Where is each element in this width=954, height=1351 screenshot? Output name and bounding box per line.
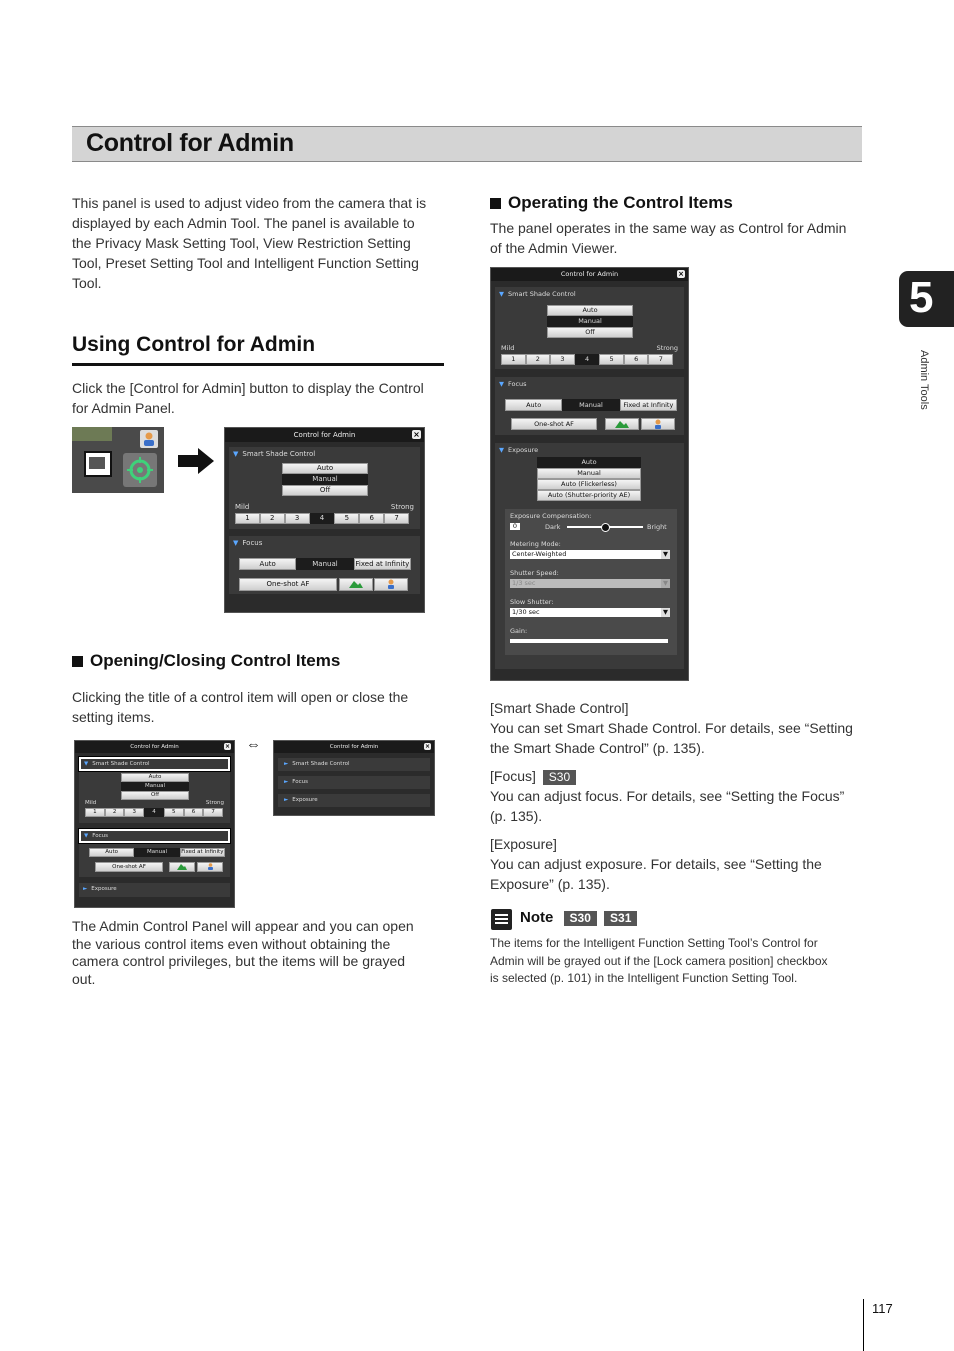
- focus-mode-buttons: [89, 848, 225, 857]
- text-line: camera control privileges, but the items will be grayed: [72, 953, 406, 969]
- manual-button[interactable]: Manual: [121, 782, 189, 791]
- close-icon[interactable]: ×: [224, 743, 231, 750]
- level-button[interactable]: 1: [235, 513, 260, 524]
- section-label: Smart Shade Control: [242, 450, 316, 458]
- triangle-down-icon: ▼: [499, 290, 504, 298]
- smart-shade-description: [490, 698, 880, 758]
- level-button[interactable]: 3: [550, 354, 575, 365]
- section-label: Smart Shade Control: [92, 761, 150, 767]
- level-button[interactable]: 2: [105, 808, 125, 817]
- square-bullet-icon: [72, 656, 83, 667]
- smart-shade-section: [495, 287, 684, 369]
- triangle-down-icon: ▼: [499, 446, 504, 454]
- panel-titlebar: [225, 428, 424, 442]
- section-title-highlighted[interactable]: [79, 757, 230, 771]
- triangle-down-icon: ▼: [84, 761, 89, 767]
- section-title[interactable]: [495, 287, 684, 301]
- text-line: You can set Smart Shade Control. For details, see “Setting: [490, 720, 853, 736]
- exposure-section: [79, 883, 230, 897]
- control-panel-screenshot-full: [490, 267, 689, 681]
- square-bullet-icon: [490, 198, 501, 209]
- panel-titlebar: [274, 741, 434, 753]
- section-title[interactable]: [495, 443, 684, 457]
- operating-paragraph: [490, 218, 870, 258]
- section-title[interactable]: [79, 883, 230, 895]
- strong-label: Strong: [205, 800, 224, 806]
- control-for-admin-button-icon[interactable]: [84, 451, 112, 477]
- section-title[interactable]: [229, 536, 420, 550]
- smart-shade-mode-buttons: [282, 463, 368, 496]
- slow-shutter-label: Slow Shutter:: [510, 598, 554, 606]
- panel-titlebar: [491, 268, 688, 281]
- section-title[interactable]: [278, 776, 430, 788]
- text-line: the Privacy Mask Setting Tool, View Restriction Setting: [72, 235, 411, 251]
- side-label-text: Admin Tools: [918, 350, 930, 410]
- text-line: is selected (p. 101) in the Intelligent Function Setting Tool.: [490, 971, 798, 985]
- video-thumbnail: [72, 427, 112, 441]
- level-button[interactable]: 2: [526, 354, 551, 365]
- text-line: The items for the Intelligent Function Setting Tool’s Control for: [490, 936, 818, 950]
- level-button[interactable]: 5: [599, 354, 624, 365]
- section-label: Exposure: [508, 446, 539, 454]
- level-button[interactable]: 5: [334, 513, 359, 524]
- gain-slider[interactable]: [510, 639, 668, 643]
- level-button[interactable]: 3: [124, 808, 144, 817]
- section-title[interactable]: [229, 447, 420, 461]
- shutter-speed-value: 1/3 sec: [512, 579, 536, 587]
- off-button[interactable]: Off: [282, 485, 368, 496]
- chapter-side-label: [918, 350, 936, 430]
- slow-shutter-value: 1/30 sec: [512, 608, 540, 616]
- level-button[interactable]: 1: [85, 808, 105, 817]
- right-arrow-icon: [178, 448, 214, 479]
- one-shot-af-button[interactable]: One-shot AF: [511, 418, 597, 430]
- level-button[interactable]: 3: [285, 513, 310, 524]
- s30-badge: S30: [543, 770, 576, 785]
- mild-label: Mild: [85, 800, 97, 806]
- section-label: Smart Shade Control: [508, 290, 576, 298]
- exposure-settings-area: [505, 509, 677, 655]
- text-line: Click the [Control for Admin] button to display the Control: [72, 380, 424, 396]
- section-label: Exposure: [292, 797, 318, 803]
- text-line: Tool.: [72, 275, 102, 291]
- shutter-speed-select[interactable]: [510, 579, 670, 588]
- section-label: Focus: [292, 779, 308, 785]
- text-line: setting items.: [72, 709, 155, 725]
- level-button[interactable]: 4: [310, 513, 335, 524]
- note-label: Note: [520, 909, 554, 926]
- focus-section: [229, 536, 420, 594]
- triangle-down-icon: ▼: [233, 539, 239, 547]
- heading-text: Opening/Closing Control Items: [90, 651, 341, 670]
- admin-person-icon[interactable]: [140, 430, 158, 448]
- level-buttons: [235, 513, 409, 524]
- text-line: displayed by each Admin Tool. The panel is available to: [72, 215, 415, 231]
- chapter-tab: [899, 271, 954, 327]
- panel-title: Control for Admin: [293, 431, 356, 439]
- text-line: Clicking the title of a control item will open or close the: [72, 689, 409, 705]
- focus-mode-buttons: [505, 399, 677, 411]
- shutter-speed-label: Shutter Speed:: [510, 569, 559, 577]
- item-title: [Exposure]: [490, 836, 557, 852]
- text-line: Tool, Preset Setting Tool and Intelligent Function Setting: [72, 255, 419, 271]
- page-number-rule: [863, 1299, 864, 1351]
- text-line: for Admin Panel.: [72, 400, 175, 416]
- control-panel-screenshot-2: [74, 740, 235, 908]
- grayed-paragraph: [72, 918, 452, 988]
- level-button[interactable]: 6: [184, 808, 204, 817]
- level-button[interactable]: 5: [164, 808, 184, 817]
- section-title[interactable]: [278, 758, 430, 770]
- section-heading-using: Using Control for Admin: [72, 333, 316, 356]
- text-line: The Admin Control Panel will appear and you can open: [72, 918, 414, 934]
- fixed-infinity-button[interactable]: Fixed at Infinity: [620, 399, 677, 411]
- level-button[interactable]: 7: [384, 513, 409, 524]
- triangle-right-icon: ►: [284, 779, 289, 785]
- fixed-infinity-button[interactable]: Fixed at Infinity: [355, 560, 410, 568]
- section-title[interactable]: [495, 377, 684, 391]
- exposure-manual-button[interactable]: Manual: [537, 468, 641, 479]
- intro-paragraph: [72, 193, 452, 293]
- item-title: [Focus]: [490, 768, 536, 784]
- landscape-icon[interactable]: [169, 862, 195, 872]
- strong-label: Strong: [390, 503, 414, 511]
- metering-mode-label: Metering Mode:: [510, 540, 561, 548]
- focus-auto-button[interactable]: Auto: [505, 399, 562, 411]
- text-line: Exposure” (p. 135).: [490, 876, 610, 892]
- note-icon: [491, 909, 512, 930]
- item-title: [Smart Shade Control]: [490, 700, 629, 716]
- level-button[interactable]: 7: [203, 808, 223, 817]
- text-line: This panel is used to adjust video from the camera that is: [72, 195, 427, 211]
- two-way-arrow-icon: ⇔: [246, 736, 261, 753]
- level-button[interactable]: 4: [144, 808, 164, 817]
- triangle-down-icon: ▼: [499, 380, 504, 388]
- focus-manual-button[interactable]: Manual: [296, 558, 353, 570]
- focus-auto-button[interactable]: Auto: [89, 848, 134, 857]
- item-title-row: [490, 766, 880, 786]
- mild-label: Mild: [501, 344, 515, 352]
- fixed-infinity-button[interactable]: Fixed at Infinity: [181, 849, 224, 855]
- smart-shade-section: [79, 757, 230, 823]
- triangle-right-icon: ►: [284, 797, 289, 803]
- one-shot-af-button[interactable]: One-shot AF: [95, 862, 163, 872]
- level-buttons: [85, 808, 223, 817]
- level-button[interactable]: 2: [260, 513, 285, 524]
- section-label: Smart Shade Control: [292, 761, 350, 767]
- slow-shutter-select[interactable]: [510, 608, 670, 617]
- panel-title: Control for Admin: [130, 744, 179, 750]
- smart-shade-mode-buttons: [121, 773, 189, 800]
- focus-auto-button[interactable]: Auto: [239, 558, 296, 570]
- focus-section: [79, 829, 230, 877]
- chapter-title-bar: [72, 126, 862, 162]
- level-button[interactable]: 6: [359, 513, 384, 524]
- panel-title: Control for Admin: [329, 744, 379, 750]
- triangle-right-icon: ►: [83, 886, 88, 892]
- chapter-number: 5: [909, 273, 934, 322]
- text-line: (p. 135).: [490, 808, 543, 824]
- person-icon[interactable]: [641, 418, 675, 430]
- smart-shade-mode-buttons: [547, 305, 633, 338]
- exposure-section: [278, 794, 430, 807]
- off-button[interactable]: Off: [547, 327, 633, 338]
- exposure-mode-buttons: [537, 457, 641, 501]
- text-line: You can adjust focus. For details, see “Setting the Focus”: [490, 788, 845, 804]
- text-line: the Smart Shade Control” (p. 135).: [490, 740, 705, 756]
- using-paragraph: [72, 378, 452, 418]
- section-title-highlighted[interactable]: [79, 829, 230, 843]
- auto-button[interactable]: Auto: [121, 773, 189, 782]
- control-panel-screenshot-collapsed: [273, 740, 435, 816]
- target-icon[interactable]: [123, 453, 157, 487]
- manual-button[interactable]: Manual: [282, 474, 368, 485]
- chevron-down-icon: ▼: [663, 550, 668, 558]
- text-line: Admin will be grayed out if the [Lock camera position] checkbox: [490, 953, 828, 968]
- exposure-compensation-value[interactable]: 0: [510, 523, 520, 530]
- focus-mode-buttons: [239, 558, 411, 570]
- control-panel-screenshot-1: [224, 427, 425, 613]
- bright-label: Bright: [647, 523, 667, 531]
- landscape-icon[interactable]: [339, 578, 373, 591]
- section-title[interactable]: [278, 794, 430, 806]
- chevron-down-icon: ▼: [663, 579, 668, 587]
- close-icon[interactable]: ×: [678, 270, 684, 278]
- text-line: the various control items even without obtaining the: [72, 935, 391, 952]
- focus-manual-button[interactable]: Manual: [562, 399, 619, 411]
- strong-label: Strong: [656, 344, 678, 352]
- dark-label: Dark: [545, 523, 561, 531]
- close-icon[interactable]: ×: [424, 743, 431, 750]
- heading-opening-closing: [72, 651, 340, 671]
- chevron-down-icon: ▼: [663, 608, 668, 616]
- page-title: Control for Admin: [86, 129, 294, 157]
- smart-shade-section: [278, 758, 430, 771]
- section-label: Focus: [92, 833, 108, 839]
- exposure-flickerless-button[interactable]: Auto (Flickerless): [537, 479, 641, 490]
- level-buttons: [501, 354, 673, 365]
- page-number: 117: [872, 1301, 893, 1316]
- exposure-auto-button[interactable]: Auto: [537, 457, 641, 468]
- panel-title: Control for Admin: [560, 270, 619, 278]
- metering-mode-value: Center-Weighted: [512, 550, 567, 558]
- focus-section: [278, 776, 430, 789]
- note-heading: [520, 909, 637, 926]
- heading-operating: [490, 193, 733, 213]
- gain-label: Gain:: [510, 627, 528, 635]
- exposure-description: [490, 834, 880, 894]
- close-icon[interactable]: ×: [413, 430, 420, 439]
- landscape-icon[interactable]: [605, 418, 639, 430]
- level-button[interactable]: 4: [575, 354, 600, 365]
- level-button[interactable]: 7: [648, 354, 673, 365]
- exposure-compensation-label: Exposure Compensation:: [510, 512, 592, 520]
- heading-text: Operating the Control Items: [508, 193, 733, 212]
- level-button[interactable]: 6: [624, 354, 649, 365]
- exposure-slider-handle[interactable]: [601, 523, 610, 532]
- text-line: The panel operates in the same way as Control for Admin: [490, 220, 847, 236]
- auto-button[interactable]: Auto: [547, 305, 633, 316]
- exposure-shutter-priority-button[interactable]: Auto (Shutter-priority AE): [537, 490, 641, 501]
- section-label: Exposure: [91, 886, 117, 892]
- text-line: out.: [72, 970, 96, 987]
- focus-description: [490, 766, 880, 826]
- section-label: Focus: [242, 539, 263, 547]
- one-shot-af-button[interactable]: One-shot AF: [239, 578, 337, 591]
- opening-paragraph: [72, 687, 452, 727]
- heading-rule: [72, 363, 444, 366]
- person-icon[interactable]: [374, 578, 408, 591]
- off-button[interactable]: Off: [121, 791, 189, 800]
- person-icon[interactable]: [197, 862, 223, 872]
- triangle-down-icon: ▼: [233, 450, 239, 458]
- text-line: You can adjust exposure. For details, see “Setting the: [490, 856, 822, 872]
- s30-badge: S30: [564, 911, 597, 926]
- toolbar-screenshot: [72, 427, 164, 493]
- focus-section: [495, 377, 684, 435]
- triangle-down-icon: ▼: [84, 833, 89, 839]
- focus-manual-button[interactable]: Manual: [134, 848, 179, 857]
- exposure-section: [495, 443, 684, 669]
- panel-titlebar: [75, 741, 234, 753]
- level-button[interactable]: 1: [501, 354, 526, 365]
- auto-button[interactable]: Auto: [282, 463, 368, 474]
- section-label: Focus: [508, 380, 527, 388]
- s31-badge: S31: [604, 911, 637, 926]
- manual-button[interactable]: Manual: [547, 316, 633, 327]
- metering-mode-select[interactable]: [510, 550, 670, 559]
- text-line: of the Admin Viewer.: [490, 240, 618, 256]
- mild-label: Mild: [235, 503, 250, 511]
- note-paragraph: [490, 935, 880, 988]
- triangle-right-icon: ►: [284, 761, 289, 767]
- smart-shade-section: [229, 447, 420, 529]
